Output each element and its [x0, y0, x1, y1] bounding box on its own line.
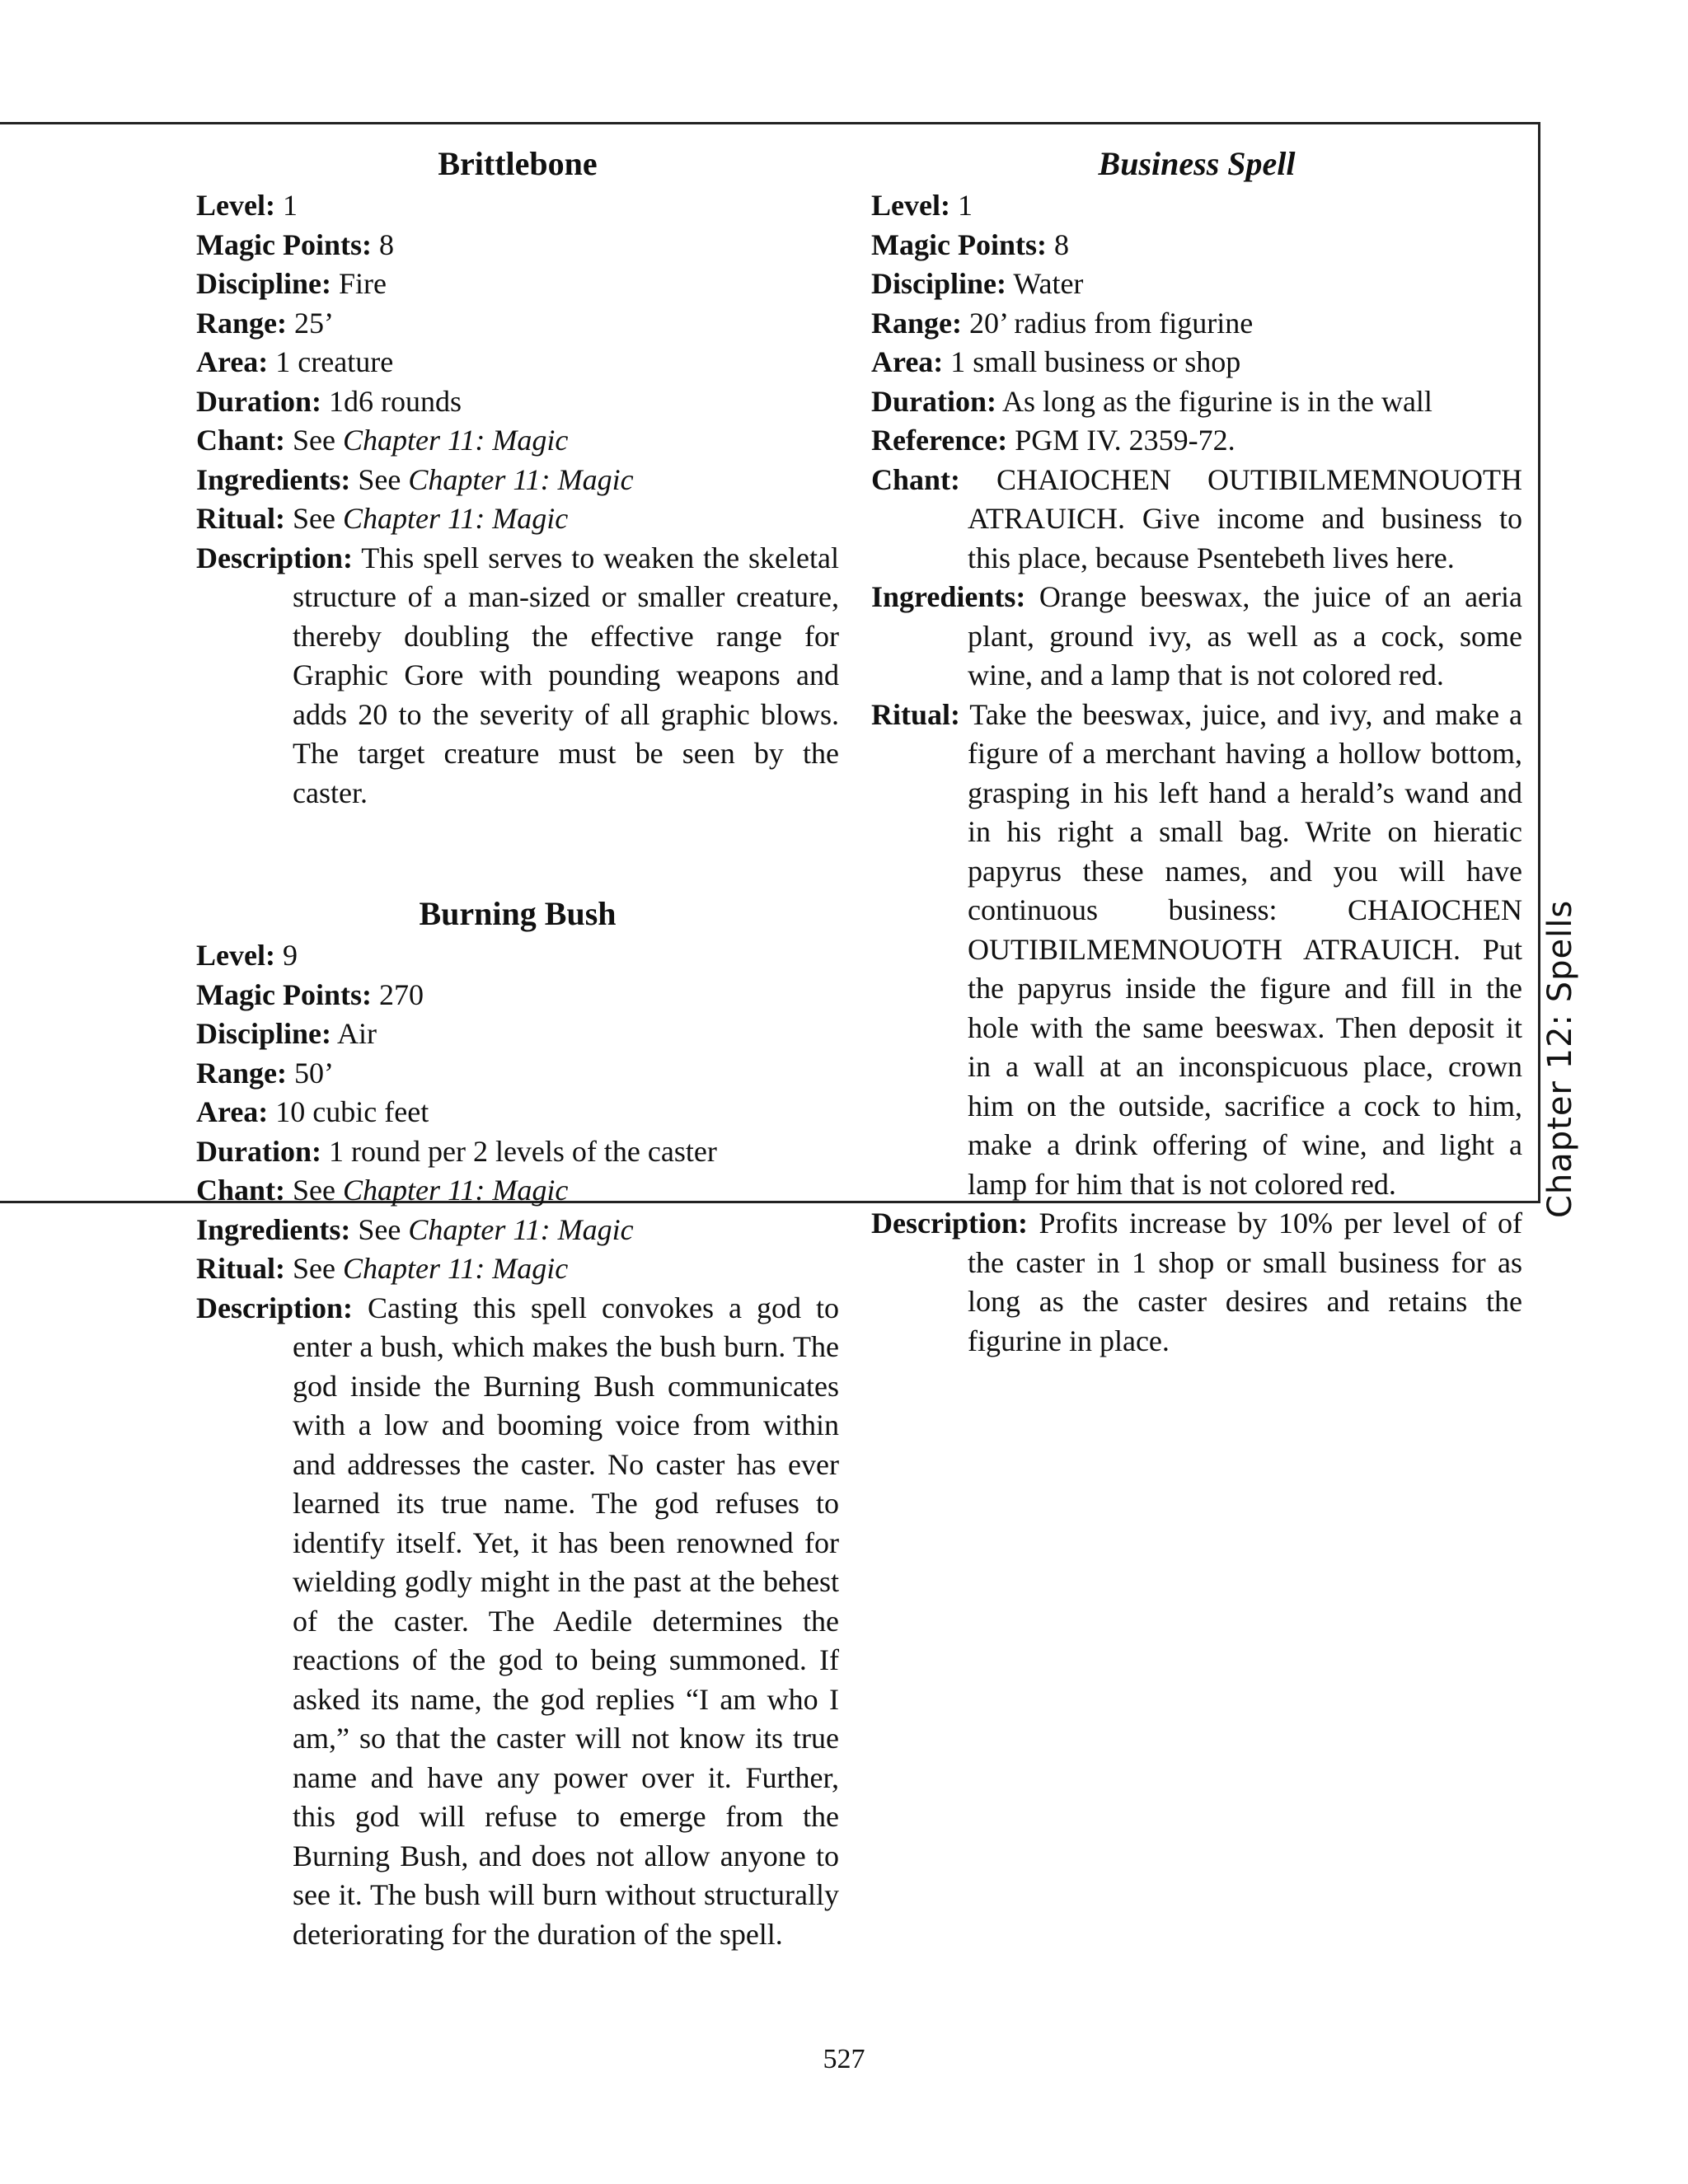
chapter-label: Chapter 12: Spells: [1541, 899, 1579, 1218]
page-number: 527: [823, 2044, 865, 2074]
ingredients-field: Ingredients: See Chapter 11: Magic: [196, 462, 634, 496]
discipline-field: Discipline: Water: [871, 267, 1084, 300]
duration-field: Duration: 1 round per 2 levels of the caster: [196, 1134, 717, 1168]
range-field: Range: 25’: [196, 306, 334, 340]
spell-title: Business Spell: [1098, 145, 1296, 182]
spell-burning-bush: [196, 893, 839, 1954]
description-field: Description: Casting this spell convokes a god to enter a bush, which makes the bush burn. The god inside the Burning Bush communicates with a low and booming voice from within and addresses the caster. No caster has ever learned its true name. The god refuses to identify itself. Yet, it has been renowned for wielding godly might in the past at the behest of the caster. The Aedile determines the reactions of the god to being summoned. If asked its name, the god replies “I am who I am,” so that the caster will not know its true name and have any power over it. Further, this god will refuse to emerge from the Burning Bush, and does not allow anyone to see it. The bush will burn without structurally deteriorating for the duration of the spell.: [196, 1291, 839, 1951]
reference-field: Reference: PGM IV. 2359-72.: [871, 424, 1236, 457]
magic-points-field: Magic Points: 270: [196, 977, 424, 1011]
chant-field: Chant: See Chapter 11: Magic: [196, 424, 569, 457]
ingredients-field: Ingredients: Orange beeswax, the juice of an aeria plant, ground ivy, as well as a cock, some wine, and a lamp that is not colored red.: [871, 580, 1522, 691]
chant-field: Chant: See Chapter 11: Magic: [196, 1174, 569, 1207]
range-field: Range: 20’ radius from figurine: [871, 306, 1254, 340]
duration-field: Duration: 1d6 rounds: [196, 384, 462, 418]
discipline-field: Discipline: Fire: [196, 267, 387, 300]
ritual-field: Ritual: See Chapter 11: Magic: [196, 502, 569, 535]
ingredients-field: Ingredients: See Chapter 11: Magic: [196, 1212, 634, 1246]
magic-points-field: Magic Points: 8: [196, 227, 394, 261]
ritual-field: Ritual: Take the beeswax, juice, and ivy, and make a figure of a merchant having a hollow bottom, grasping in his left hand a herald’s wand and in his right a small bag. Write on hieratic papyrus these names, and you will have continuous business: CHAIOCHEN OUTIBILMEMNOUOTH ATRAUICH. Put the papyrus inside the figure and fill in the hole with the same beeswax. Then deposit it in a wall at an inconspicuous place, crown him on the outside, sacrifice a cock to him, make a drink offering of wine, and light a lamp for him that is not colored red.: [871, 697, 1522, 1201]
chant-field: Chant: CHAIOCHEN OUTIBILMEMNOUOTH ATRAUICH. Give income and business to this place, because Psentebeth lives here.: [871, 462, 1523, 574]
spell-title: Burning Bush: [419, 895, 617, 932]
level-field: Level: 1: [871, 189, 973, 222]
spell-business-spell: [871, 143, 1522, 1361]
area-field: Area: 10 cubic feet: [196, 1095, 429, 1128]
area-field: Area: 1 small business or shop: [871, 345, 1241, 378]
spell-title: Brittlebone: [438, 145, 598, 182]
description-field: Description: Profits increase by 10% per level of of the caster in 1 shop or small business for as long as the caster desires and retains the figurine in place.: [871, 1207, 1522, 1357]
level-field: Level: 1: [196, 189, 298, 222]
duration-field: Duration: As long as the figurine is in the wall: [871, 384, 1432, 418]
description-field: Description: This spell serves to weaken the skeletal structure of a man-sized or smaller creature, thereby doubling the effective range for Graphic Gore with pounding weapons and adds 20 to the severity of all graphic blows. The target creature must be seen by the caster.: [196, 541, 839, 809]
area-field: Area: 1 creature: [196, 345, 394, 378]
range-field: Range: 50’: [196, 1056, 334, 1090]
magic-points-field: Magic Points: 8: [871, 227, 1069, 261]
discipline-field: Discipline: Air: [196, 1017, 377, 1050]
ritual-field: Ritual: See Chapter 11: Magic: [196, 1252, 569, 1285]
spell-brittlebone: [196, 143, 839, 813]
level-field: Level: 9: [196, 939, 298, 972]
